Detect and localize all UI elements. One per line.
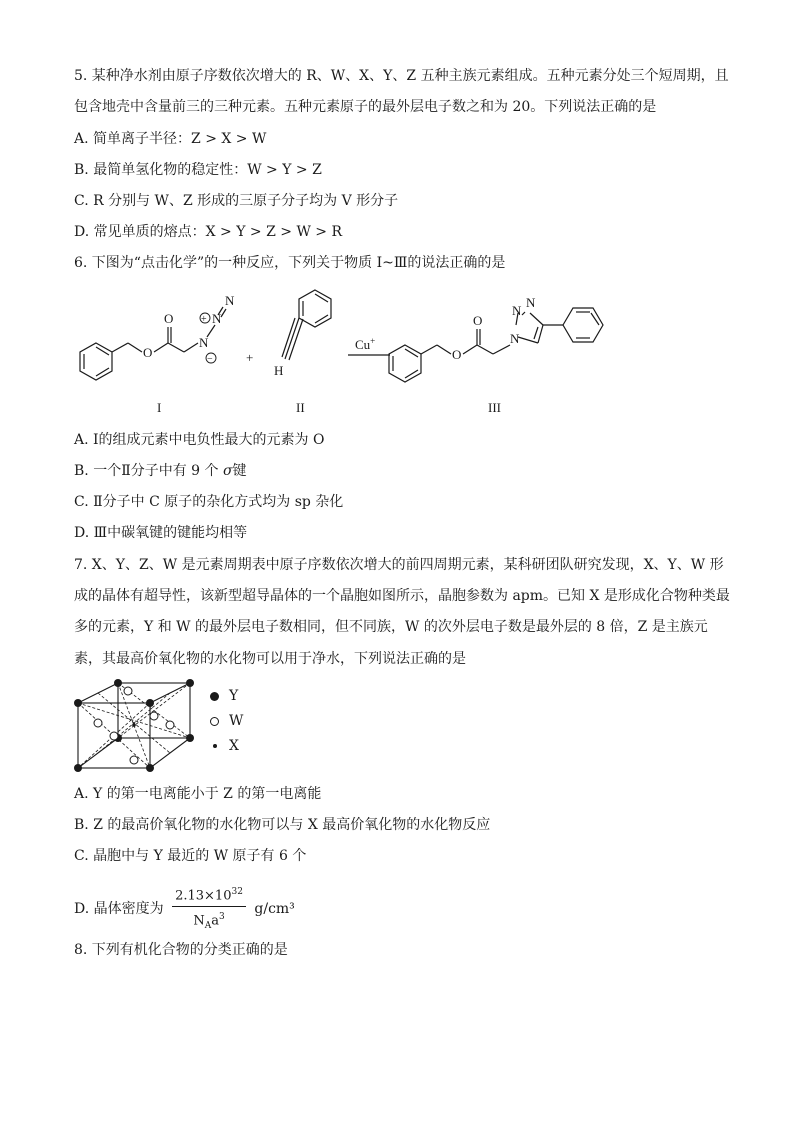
atom-w <box>130 756 138 764</box>
q5-stem-line1: 5. 某种净水剂由原子序数依次增大的 R、W、X、Y、Z 五种主族元素组成。五种元素分处三个短周期，且 <box>74 68 729 84</box>
compound-2-benzene-ring <box>299 290 331 327</box>
q8-stem: 8. 下列有机化合物的分类正确的是 <box>74 942 288 958</box>
q7-option-d: D. 晶体密度为 $\frac{2.13\times 10^{32}}{N_Aa^3}$ g/cm³ <box>74 882 295 936</box>
compound-1-n-alpha: N <box>199 335 209 350</box>
compound-3-ester-o: O <box>452 347 462 362</box>
atom-y <box>146 699 154 707</box>
q5-option-b: B. 最简单氢化物的稳定性：W > Y > Z <box>74 162 322 178</box>
q7-stem-line4: 素，其最高价氧化物的水化物可以用于净水，下列说法正确的是 <box>74 651 466 667</box>
compound-1-n-gamma: N <box>225 293 235 308</box>
plus-sign: + <box>246 350 254 365</box>
compound-3-n1: N <box>510 331 520 346</box>
click-chemistry-reaction-diagram <box>60 285 640 420</box>
q6-stem: 6. 下图为“点击化学”的一种反应，下列关于物质 Ⅰ~Ⅲ的说法正确的是 <box>74 255 506 271</box>
atom-y <box>146 764 154 772</box>
compound-3-label: III <box>488 400 501 415</box>
q6-option-a: A. Ⅰ的组成元素中电负性最大的元素为 O <box>74 432 325 448</box>
atom-y <box>114 679 122 687</box>
catalyst-label: Cu+ <box>355 336 376 352</box>
density-fraction: $\frac{2.13\times 10^{32}}{N_Aa^3}$ <box>172 882 246 936</box>
q7-option-a: A. Y 的第一电离能小于 Z 的第一电离能 <box>74 786 322 802</box>
atom-w <box>150 712 158 720</box>
compound-1-label: I <box>157 400 162 415</box>
compound-2-label: II <box>296 400 305 415</box>
compound-1-n-beta: N <box>212 311 222 326</box>
atom-w <box>110 732 118 740</box>
compound-3-n2: N <box>512 303 522 318</box>
compound-3-carbonyl-o: O <box>473 313 483 328</box>
sigma-symbol: σ <box>222 463 233 479</box>
atom-y <box>74 764 82 772</box>
q7-stem-line1: 7. X、Y、Z、W 是元素周期表中原子序数依次增大的前四周期元素，某科研团队研究发现，X、Y、W 形 <box>74 557 724 573</box>
q5-option-c: C. R 分别与 W、Z 形成的三原子分子均为 V 形分子 <box>74 193 399 209</box>
q6-option-d: D. Ⅲ中碳氧键的键能均相等 <box>74 525 248 541</box>
compound-1-benzene-ring <box>80 343 112 380</box>
atom-y <box>74 699 82 707</box>
compound-1-ester-o: O <box>143 345 153 360</box>
compound-1-n-minus-charge: − <box>207 354 213 365</box>
q7-option-b: B. Z 的最高价氧化物的水化物可以与 X 最高价氧化物的水化物反应 <box>74 817 491 833</box>
q7-stem-line2: 成的晶体有超导性，该新型超导晶体的一个晶胞如图所示，晶胞参数为 apm。已知 X 是形成化合物种类最 <box>74 588 730 604</box>
q5-stem-line2: 包含地壳中含量前三的三种元素。五种元素原子的最外层电子数之和为 20。下列说法正确的是 <box>74 99 657 115</box>
q6-option-c: C. Ⅱ分子中 C 原子的杂化方式均为 sp 杂化 <box>74 494 344 510</box>
q5-option-d: D. 常见单质的熔点：X > Y > Z > W > R <box>74 224 343 240</box>
q7-option-c: C. 晶胞中与 Y 最近的 W 原子有 6 个 <box>74 848 307 864</box>
atom-y <box>186 679 194 687</box>
compound-3-benzene-ring <box>389 345 421 382</box>
compound-2-h-atom: H <box>274 363 284 378</box>
atom-x <box>132 723 136 727</box>
atom-w <box>124 687 132 695</box>
atom-w <box>94 719 102 727</box>
legend-x: X <box>210 736 243 761</box>
compound-3-phenyl-ring <box>563 308 603 342</box>
crystal-unit-cell-diagram <box>68 678 200 778</box>
legend-w: W <box>210 711 243 736</box>
compound-3-n3: N <box>526 295 536 310</box>
q5-option-a: A. 简单离子半径：Z > X > W <box>74 131 267 147</box>
q7-stem-line3: 多的元素，Y 和 W 的最外层电子数相同，但不同族，W 的次外层电子数是最外层的 8 倍，Z 是主族元 <box>74 619 708 635</box>
compound-1-n-plus-charge: + <box>201 314 207 325</box>
compound-1-carbonyl-o: O <box>164 311 174 326</box>
q6-option-b: B. 一个Ⅱ分子中有 9 个 σ键 <box>74 463 247 479</box>
legend-y: Y <box>210 686 243 711</box>
atom-y <box>186 734 194 742</box>
atom-w <box>166 721 174 729</box>
crystal-legend <box>210 686 243 761</box>
